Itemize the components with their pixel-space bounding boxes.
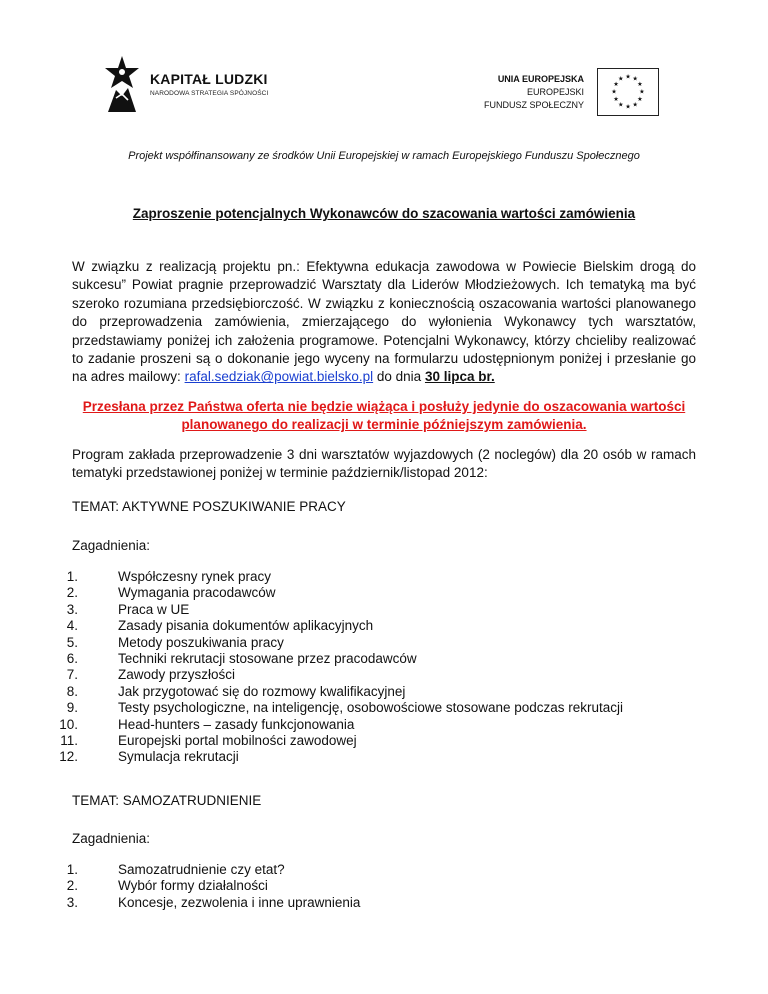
kapital-ludzki-logo — [96, 44, 269, 126]
list-item: 1. Współczesny rynek pracy — [66, 569, 272, 584]
section-2-list — [44, 862, 361, 911]
kapital-ludzki-star-figure-icon — [102, 54, 142, 114]
intro-text: W związku z realizacją projektu pn.: Efektywna edukacja zawodowa w Powiecie Bielskim drogą do sukcesu” Powiat pragnie przeprowadzić Warsztaty dla Liderów Młodzieżowych. Ich tematyką ma być szeroko rozumiana przedsiębiorczość. W związku z koniecznością oszacowania wartości planowanego do przeprowadzenia zamówienia, zmierzającego do wyłonienia Wykonawcy tych warsztatów, przedstawiamy poniżej ich założenia programowe. Potencjalni Wykonawcy, którzy chcieliby realizować to zadanie proszeni są o dokonanie jego wyceny na formularzu udostępnionym poniżej i przesłanie go na adres mailowy: — [72, 259, 696, 385]
list-item: 4. Zasady pisania dokumentów aplikacyjnych — [66, 618, 374, 634]
svg-text:★: ★ — [625, 103, 631, 111]
list-item: 6. Techniki rekrutacji stosowane przez pracodawców — [66, 650, 417, 666]
list-item: 9. Testy psychologiczne, na inteligencję, osobowościowe stosowane podczas rekrutacji — [66, 700, 624, 716]
svg-text:★: ★ — [632, 101, 638, 109]
svg-text:★: ★ — [611, 88, 617, 96]
kapital-ludzki-title: KAPITAŁ LUDZKI — [150, 71, 268, 87]
deadline-date: 30 lipca br. — [424, 369, 495, 385]
eu-logo-line1: UNIA EUROPEJSKA — [497, 74, 584, 84]
eu-logo-line2: EUROPEJSKI — [526, 87, 584, 97]
email-link[interactable]: rafal.sedziak@powiat.bielsko.pl — [184, 369, 374, 385]
eu-logo — [483, 64, 666, 124]
eu-flag-stars-icon — [597, 68, 659, 116]
eu-logo-text — [484, 73, 584, 112]
deadline-prefix: do dnia — [376, 369, 422, 385]
svg-text:★: ★ — [625, 73, 631, 81]
kapital-ludzki-subtitle: NARODOWA STRATEGIA SPÓJNOŚCI — [150, 90, 269, 97]
section-2-topic: TEMAT: SAMOZATRUDNIENIE — [72, 793, 262, 808]
list-item: 3. Praca w UE — [66, 601, 190, 617]
list-item: 7. Zawody przyszłości — [66, 667, 236, 683]
list-item: 2. Wymagania pracodawców — [66, 585, 276, 601]
list-item: 1. Samozatrudnienie czy etat? — [66, 862, 285, 877]
svg-text:★: ★ — [637, 80, 643, 88]
svg-text:★: ★ — [618, 101, 624, 109]
section-1-topic: TEMAT: AKTYWNE POSZUKIWANIE PRACY — [72, 499, 346, 514]
list-item: 11. Europejski portal mobilności zawodowej — [60, 732, 357, 748]
program-paragraph: Program zakłada przeprowadzenie 3 dni warsztatów wyjazdowych (2 noclegów) dla 20 osób w ramach tematyki przedstawionej poniżej w terminie październik/listopad 2012: — [72, 447, 696, 481]
list-item: 12. Symulacja rekrutacji — [59, 749, 239, 765]
section-1-list — [44, 569, 624, 766]
section-1-issues-label: Zagadnienia: — [72, 538, 151, 553]
warning-note: Przesłana przez Państwa oferta nie będzie wiążąca i posłuży jedynie do oszacowania wartości planowanego do realizacji w terminie późniejszym zamówienia. — [82, 399, 686, 433]
list-item: 10. Head-hunters – zasady funkcjonowania — [59, 716, 355, 732]
cofinancing-note: Projekt współfinansowany ze środków Unii Europejskiej w ramach Europejskiego Funduszu Społecznego — [128, 150, 640, 162]
svg-text:★: ★ — [639, 88, 645, 96]
list-item: 5. Metody poszukiwania pracy — [66, 634, 284, 650]
list-item: 3. Koncesje, zezwolenia i inne uprawnienia — [66, 894, 361, 910]
list-item: 2. Wybór formy działalności — [66, 878, 268, 894]
eu-logo-line3: FUNDUSZ SPOŁECZNY — [483, 100, 584, 110]
svg-text:★: ★ — [613, 96, 619, 104]
intro-paragraph — [72, 258, 696, 387]
svg-text:★: ★ — [637, 96, 643, 104]
svg-text:★: ★ — [613, 80, 619, 88]
list-item: 8. Jak przygotować się do rozmowy kwalifikacyjnej — [66, 683, 406, 699]
svg-text:★: ★ — [618, 75, 624, 83]
document-title: Zaproszenie potencjalnych Wykonawców do szacowania wartości zamówienia — [132, 206, 636, 221]
section-2-issues-label: Zagadnienia: — [72, 831, 151, 846]
svg-text:★: ★ — [632, 75, 638, 83]
